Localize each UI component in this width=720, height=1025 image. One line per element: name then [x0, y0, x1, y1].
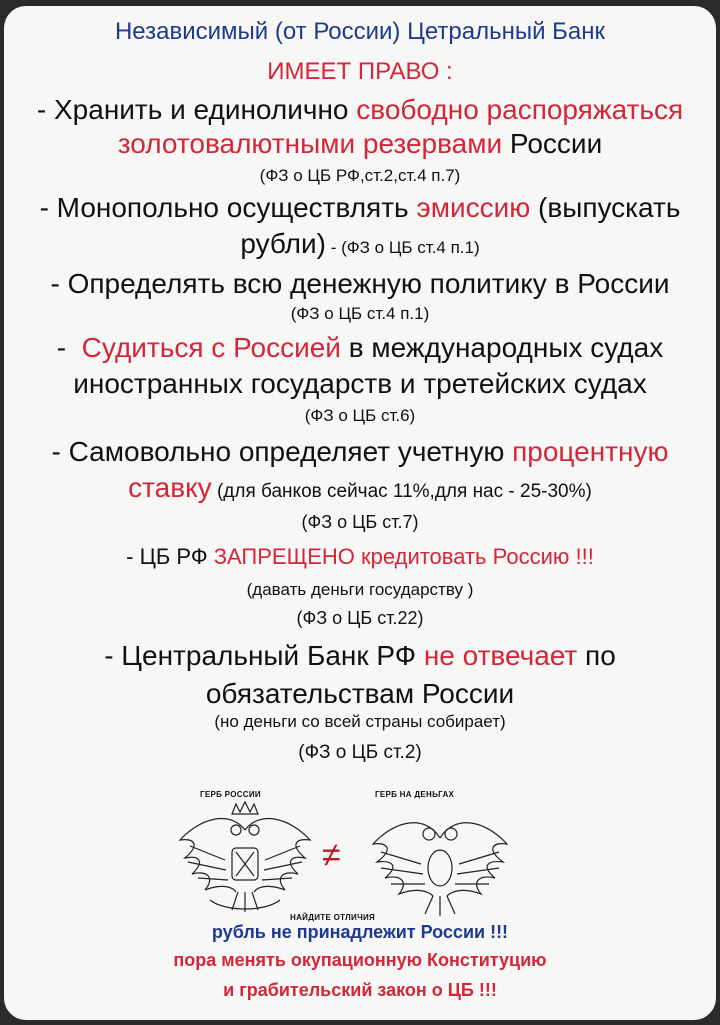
item-text: (для банков сейчас 11%,для нас - 25-30%)	[211, 481, 592, 502]
item-dash: -	[56, 332, 67, 363]
item-text: - Центральный Банк РФ	[104, 640, 424, 671]
item-text: (выпускать	[530, 192, 681, 223]
item-text: - Хранить и единолично	[36, 94, 357, 125]
find-differences-caption: НАЙДИТЕ ОТЛИЧИЯ	[290, 913, 376, 922]
item-highlight: золотовалютными резервами	[117, 128, 503, 159]
footer-text: рубль не принадлежит России !!!	[211, 922, 509, 942]
item-text: рубли)	[240, 228, 326, 259]
item-text: - Монопольно осуществлять	[39, 192, 417, 223]
item-highlight: эмиссию	[416, 192, 531, 223]
item-text: - ЦБ РФ	[126, 544, 214, 569]
footer-line-2: пора менять окупационную Конституцию	[173, 950, 547, 970]
list-item-5-line-2	[0, 472, 720, 504]
footer-line-1	[0, 922, 720, 943]
list-item-1-line-1	[0, 94, 720, 126]
list-item-1-line-2	[0, 128, 720, 160]
banknote-eagle-icon	[365, 800, 515, 920]
item-highlight: свободно распоряжаться	[356, 94, 684, 125]
russian-coat-of-arms-eagle-icon	[170, 800, 320, 920]
law-reference: (ФЗ о ЦБ ст.2)	[298, 742, 422, 763]
list-item-7-line-2: обязательствам России	[205, 678, 515, 709]
list-item-2-line-1	[0, 192, 720, 224]
page-subtitle: ИМЕЕТ ПРАВО :	[267, 58, 453, 85]
not-equal-icon: ≠	[322, 836, 341, 874]
list-item-4-line-2: иностранных государств и третейских судах	[73, 368, 647, 399]
law-reference: (ФЗ о ЦБ ст.6)	[304, 406, 416, 425]
emblem-caption-right: ГЕРБ НА ДЕНЬГАХ	[375, 790, 455, 799]
item-highlight: процентную	[512, 436, 669, 467]
list-item-3-line-1: - Определять всю денежную политику в России	[50, 268, 670, 299]
list-item-6-line-2: (давать деньги государству )	[246, 580, 474, 599]
item-highlight: ставку	[128, 472, 212, 503]
footer-line-3: и грабительский закон о ЦБ !!!	[223, 980, 497, 1000]
item-text: по	[577, 640, 616, 671]
item-text: России	[502, 128, 603, 159]
law-reference: (ФЗ о ЦБ ст.7)	[301, 512, 419, 532]
emblem-caption-left: ГЕРБ РОССИИ	[200, 790, 261, 799]
law-reference: - (ФЗ о ЦБ ст.4 п.1)	[325, 238, 480, 257]
list-item-6-line-1	[0, 544, 720, 570]
list-item-7-line-1	[0, 640, 720, 672]
list-item-4-line-1	[0, 332, 720, 364]
law-reference: (ФЗ о ЦБ РФ,ст.2,ст.4 п.7)	[259, 166, 461, 185]
page-title: Независимый (от России) Цетральный Банк	[114, 18, 606, 45]
item-text: в международных судах	[340, 332, 664, 363]
item-highlight: ЗАПРЕЩЕНО кредитовать Россию !!!	[213, 544, 594, 569]
item-text: - Самовольно определяет учетную	[51, 436, 513, 467]
list-item-5-line-1	[0, 436, 720, 468]
law-reference: (ФЗ о ЦБ ст.4 п.1)	[290, 304, 430, 323]
item-highlight: Судиться с Россией	[81, 332, 341, 363]
list-item-7-line-3: (но деньги со всей страны собирает)	[214, 712, 506, 731]
law-reference: (ФЗ о ЦБ ст.22)	[296, 608, 424, 628]
list-item-2-line-2	[0, 228, 720, 260]
item-highlight: не отвечает	[423, 640, 578, 671]
